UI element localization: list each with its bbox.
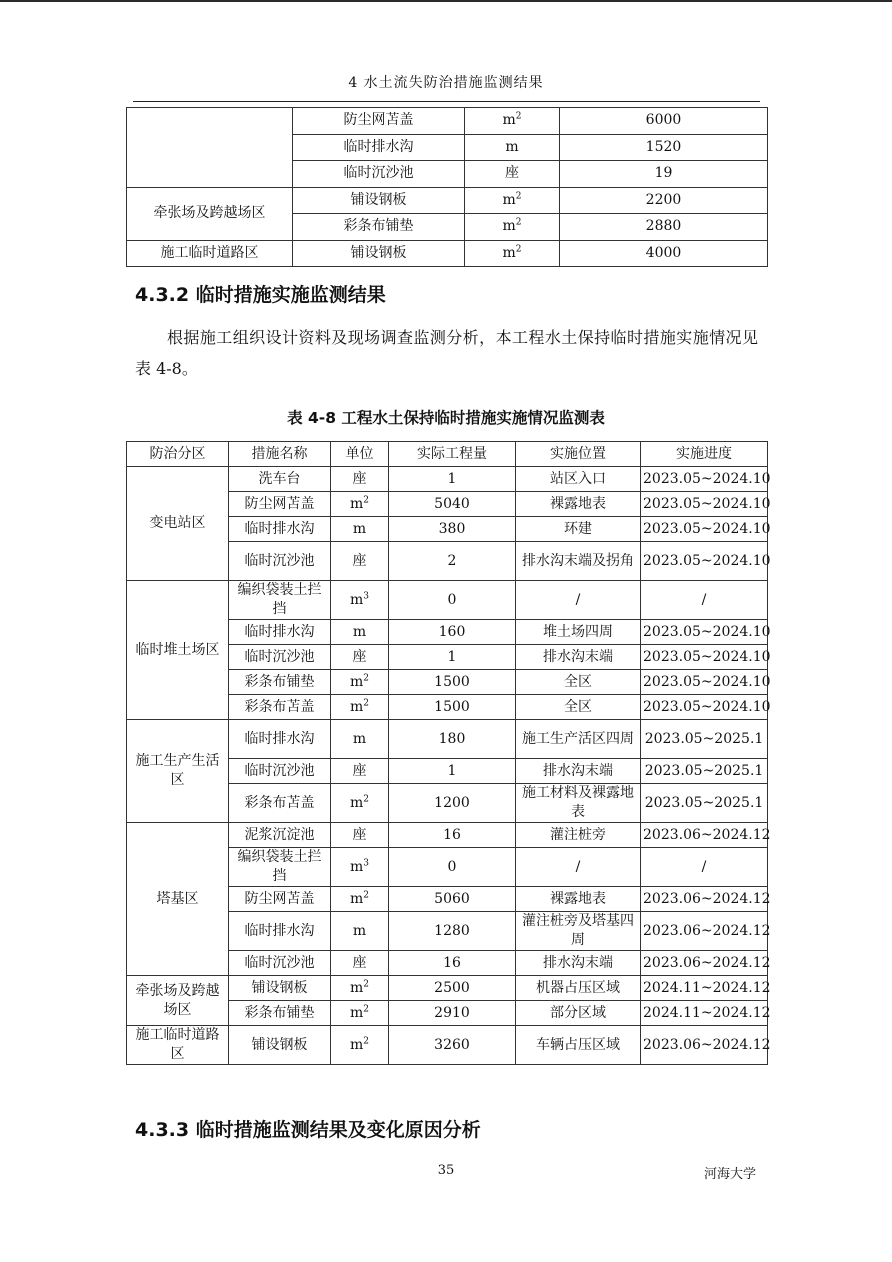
quantity-cell: 6000 [560, 108, 768, 135]
zone-cell: 施工生产生活区 [127, 720, 229, 823]
unit-text: m [349, 495, 364, 512]
measure-cell: 临时排水沟 [229, 620, 331, 645]
body-paragraph: 根据施工组织设计资料及现场调查监测分析，本工程水土保持临时措施实施情况见表 4-8。 [135, 328, 758, 378]
unit-text: m [349, 890, 364, 907]
unit-text: m [349, 1036, 364, 1053]
table-row [127, 240, 768, 267]
column-header: 实际工程量 [389, 442, 516, 467]
continued-table [126, 107, 768, 267]
progress-cell: 2023.06~2024.12 [641, 912, 768, 951]
unit-text: m [349, 794, 364, 811]
table-header-row [127, 442, 768, 467]
unit-text: 座 [352, 954, 367, 971]
progress-cell: 2023.05~2024.10 [641, 645, 768, 670]
measure-cell: 临时沉沙池 [229, 645, 331, 670]
measure-cell: 彩条布苫盖 [229, 695, 331, 720]
measure-cell: 铺设钢板 [293, 187, 465, 214]
column-header: 实施进度 [641, 442, 768, 467]
location-cell: 车辆占压区域 [516, 1026, 641, 1065]
unit-exponent: 2 [363, 672, 369, 683]
measure-cell: 铺设钢板 [229, 976, 331, 1001]
quantity-cell: 0 [389, 581, 516, 620]
quantity-cell: 1200 [389, 784, 516, 823]
unit-cell [331, 848, 389, 887]
location-cell: 裸露地表 [516, 887, 641, 912]
progress-cell: 2023.05~2024.10 [641, 517, 768, 542]
progress-cell: 2024.11~2024.12 [641, 1001, 768, 1026]
location-cell: 排水沟末端 [516, 951, 641, 976]
unit-cell: m [465, 134, 560, 161]
unit-cell [331, 912, 389, 951]
footer-institution: 河海大学 [704, 1167, 757, 1182]
measure-cell: 防尘网苫盖 [229, 492, 331, 517]
unit-text: m [349, 591, 364, 608]
unit-text: m [349, 858, 364, 875]
quantity-cell: 4000 [560, 240, 768, 267]
quantity-cell: 2200 [560, 187, 768, 214]
column-header: 实施位置 [516, 442, 641, 467]
measure-cell: 彩条布铺垫 [229, 670, 331, 695]
measure-cell: 泥浆沉淀池 [229, 823, 331, 848]
unit-cell [331, 467, 389, 492]
table-row [127, 581, 768, 620]
measure-cell: 洗车台 [229, 467, 331, 492]
unit-text: 座 [352, 470, 367, 487]
location-cell: 排水沟末端 [516, 645, 641, 670]
quantity-cell: 1 [389, 759, 516, 784]
measure-cell: 编织袋装土拦挡 [229, 848, 331, 887]
location-cell: 环建 [516, 517, 641, 542]
zone-cell: 塔基区 [127, 823, 229, 976]
zone-cell: 施工临时道路区 [127, 1026, 229, 1065]
table-row [127, 1026, 768, 1065]
unit-cell [331, 517, 389, 542]
zone-cell: 临时堆土场区 [127, 581, 229, 720]
quantity-cell: 16 [389, 951, 516, 976]
table-body [127, 467, 771, 1065]
unit-exponent: 2 [363, 494, 369, 505]
unit-text: m [349, 698, 364, 715]
table-row [127, 720, 768, 759]
unit-text: 座 [352, 826, 367, 843]
measure-cell: 临时排水沟 [229, 517, 331, 542]
unit-cell [331, 581, 389, 620]
location-cell: 灌注桩旁 [516, 823, 641, 848]
quantity-cell: 2910 [389, 1001, 516, 1026]
unit-cell [331, 823, 389, 848]
column-header: 措施名称 [229, 442, 331, 467]
unit-cell: 座 [465, 161, 560, 188]
unit-cell [331, 645, 389, 670]
column-header: 防治分区 [127, 442, 229, 467]
progress-cell: 2023.05~2024.10 [641, 467, 768, 492]
measure-cell: 临时排水沟 [229, 912, 331, 951]
quantity-cell: 180 [389, 720, 516, 759]
unit-text: m [349, 673, 364, 690]
progress-cell: 2023.05~2025.1 [641, 759, 768, 784]
measure-cell: 铺设钢板 [229, 1026, 331, 1065]
quantity-cell: 19 [560, 161, 768, 188]
unit-exponent: 2 [363, 889, 369, 900]
unit-text: m [349, 1004, 364, 1021]
column-header: 单位 [331, 442, 389, 467]
running-header: 4 水土流失防治措施监测结果 [348, 75, 544, 91]
unit-cell [331, 695, 389, 720]
measure-cell: 防尘网苫盖 [293, 108, 465, 135]
top-border-line [0, 0, 892, 2]
quantity-cell: 2880 [560, 214, 768, 241]
unit-cell [331, 492, 389, 517]
unit-text: m [352, 730, 367, 747]
location-cell: 站区入口 [516, 467, 641, 492]
unit-cell [331, 542, 389, 581]
progress-cell: 2023.05~2025.1 [641, 720, 768, 759]
measure-cell: 临时沉沙池 [229, 542, 331, 581]
page-number: 35 [437, 1163, 455, 1178]
unit-cell [331, 1001, 389, 1026]
unit-exponent: 2 [363, 1035, 369, 1046]
quantity-cell: 3260 [389, 1026, 516, 1065]
progress-cell: 2023.05~2024.10 [641, 620, 768, 645]
location-cell: 排水沟末端 [516, 759, 641, 784]
quantity-cell: 5060 [389, 887, 516, 912]
unit-cell: $m^2$ [465, 108, 560, 135]
table-row [127, 467, 768, 492]
measure-cell: 彩条布苫盖 [229, 784, 331, 823]
progress-cell: 2023.05~2025.1 [641, 784, 768, 823]
progress-cell: 2023.06~2024.12 [641, 1026, 768, 1065]
unit-text: 座 [352, 762, 367, 779]
progress-cell: 2023.05~2024.10 [641, 492, 768, 517]
progress-cell: / [641, 848, 768, 887]
unit-text: 座 [352, 648, 367, 665]
progress-cell: 2023.06~2024.12 [641, 951, 768, 976]
measure-cell: 彩条布铺垫 [229, 1001, 331, 1026]
quantity-cell: 2 [389, 542, 516, 581]
progress-cell: 2023.05~2024.10 [641, 695, 768, 720]
unit-cell [331, 720, 389, 759]
zone-cell: 变电站区 [127, 467, 229, 581]
unit-cell [331, 759, 389, 784]
location-cell: 裸露地表 [516, 492, 641, 517]
location-cell: 堆土场四周 [516, 620, 641, 645]
location-cell: 施工生产活区四周 [516, 720, 641, 759]
quantity-cell: 5040 [389, 492, 516, 517]
progress-cell: / [641, 581, 768, 620]
unit-cell [331, 976, 389, 1001]
section-heading-4-3-3: 4.3.3 临时措施监测结果及变化原因分析 [135, 1119, 481, 1141]
progress-cell: 2023.06~2024.12 [641, 887, 768, 912]
unit-exponent: 2 [363, 697, 369, 708]
unit-cell: $m^2$ [465, 187, 560, 214]
unit-cell: $m^2$ [465, 240, 560, 267]
location-cell: 机器占压区域 [516, 976, 641, 1001]
unit-text: 座 [352, 552, 367, 569]
unit-cell [331, 670, 389, 695]
zone-cell: 牵张场及跨越场区 [127, 187, 293, 240]
unit-exponent: 3 [363, 590, 369, 601]
unit-cell [331, 1026, 389, 1065]
table-caption: 表 4-8 工程水土保持临时措施实施情况监测表 [287, 409, 605, 427]
quantity-cell: 380 [389, 517, 516, 542]
measure-cell: 临时排水沟 [293, 134, 465, 161]
unit-cell [331, 887, 389, 912]
progress-cell: 2024.11~2024.12 [641, 976, 768, 1001]
section-heading-4-3-2: 4.3.2 临时措施实施监测结果 [135, 284, 386, 306]
location-cell: / [516, 581, 641, 620]
table-row [127, 976, 768, 1001]
header-rule [133, 101, 760, 102]
location-cell: 灌注桩旁及塔基四周 [516, 912, 641, 951]
table-row [127, 108, 768, 135]
location-cell: 全区 [516, 670, 641, 695]
progress-cell: 2023.05~2024.10 [641, 542, 768, 581]
progress-cell: 2023.06~2024.12 [641, 823, 768, 848]
zone-cell: 施工临时道路区 [127, 240, 293, 267]
quantity-cell: 1280 [389, 912, 516, 951]
measure-cell: 临时沉沙池 [293, 161, 465, 188]
unit-cell [331, 951, 389, 976]
quantity-cell: 1500 [389, 695, 516, 720]
location-cell: 施工材料及裸露地表 [516, 784, 641, 823]
unit-exponent: 3 [363, 857, 369, 868]
quantity-cell: 0 [389, 848, 516, 887]
measure-cell: 彩条布铺垫 [293, 214, 465, 241]
quantity-cell: 16 [389, 823, 516, 848]
measure-cell: 防尘网苫盖 [229, 887, 331, 912]
unit-cell [331, 620, 389, 645]
table-row [127, 823, 768, 848]
location-cell: 部分区域 [516, 1001, 641, 1026]
quantity-cell: 1 [389, 645, 516, 670]
unit-text: m [352, 922, 367, 939]
quantity-cell: 1 [389, 467, 516, 492]
quantity-cell: 1500 [389, 670, 516, 695]
zone-cell: 牵张场及跨越场区 [127, 976, 229, 1026]
measures-table [126, 441, 771, 1065]
quantity-cell: 2500 [389, 976, 516, 1001]
location-cell: 排水沟末端及拐角 [516, 542, 641, 581]
unit-cell [331, 784, 389, 823]
quantity-cell: 160 [389, 620, 516, 645]
measure-cell: 临时排水沟 [229, 720, 331, 759]
unit-text: m [352, 520, 367, 537]
unit-exponent: 2 [363, 793, 369, 804]
location-cell: 全区 [516, 695, 641, 720]
progress-cell: 2023.05~2024.10 [641, 670, 768, 695]
unit-cell: $m^2$ [465, 214, 560, 241]
unit-text: m [352, 623, 367, 640]
quantity-cell: 1520 [560, 134, 768, 161]
measure-cell: 铺设钢板 [293, 240, 465, 267]
unit-exponent: 2 [363, 1003, 369, 1014]
measure-cell: 临时沉沙池 [229, 759, 331, 784]
measure-cell: 临时沉沙池 [229, 951, 331, 976]
location-cell: / [516, 848, 641, 887]
unit-exponent: 2 [363, 978, 369, 989]
table-row [127, 187, 768, 214]
unit-text: m [349, 979, 364, 996]
zone-cell [127, 108, 293, 188]
measure-cell: 编织袋装土拦挡 [229, 581, 331, 620]
